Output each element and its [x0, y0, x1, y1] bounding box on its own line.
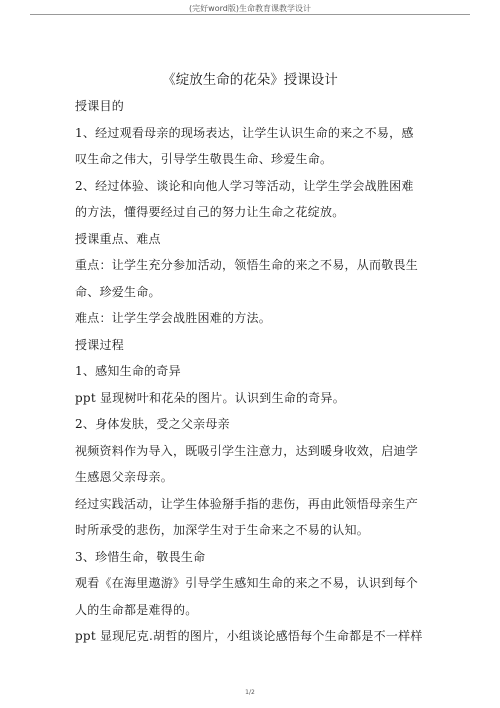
section-heading-objectives: 授课目的 — [75, 99, 125, 113]
document-title: 《绽放生命的花朵》授课设计 — [162, 72, 338, 88]
step-1-heading: 1、感知生命的奇异 — [75, 364, 181, 378]
header-divider — [30, 14, 470, 15]
objective-1-line-2: 叹生命之伟大，引导学生敬畏生命、珍爱生命。 — [75, 152, 333, 166]
section-heading-key-points: 授课重点、难点 — [75, 231, 161, 246]
objective-2-line-2: 的方法，懂得要经过自己的努力让生命之花绽放。 — [75, 205, 345, 219]
step-2-text-line-1: 视频资料作为导入，既吸引学生注意力，达到暖身收效，启迪学 — [75, 443, 419, 458]
step-2-text-line-2: 生感恩父亲母亲。 — [75, 470, 174, 484]
objective-2-line-1: 2、经过体验、谈论和向他人学习等活动，让学生学会战胜困难 — [75, 178, 414, 193]
step-3-text-line-1: 观看《在海里遨游》引导学生感知生命的来之不易，认识到每个 — [75, 576, 419, 590]
key-point-line-1: 重点：让学生充分参加活动，领悟生命的来之不易，从而敬畏生 — [75, 258, 419, 272]
step-2-text-line-4: 时所承受的悲伤，加深学生对于生命来之不易的认知。 — [75, 523, 370, 537]
key-point-line-2: 命、珍爱生命。 — [75, 284, 161, 299]
step-1-text: ppt 显现树叶和花朵的图片。认识到生命的奇异。 — [75, 390, 346, 405]
difficulty-line: 难点：让学生学会战胜困难的方法。 — [75, 311, 272, 325]
objective-1-line-1: 1、经过观看母亲的现场表达，让学生认识生命的来之不易，感 — [75, 125, 414, 140]
step-2-heading: 2、身体发肤，受之父亲母亲 — [75, 417, 230, 431]
step-3-text-line-2: 人的生命都是难得的。 — [75, 602, 198, 617]
page-number: 1/2 — [245, 689, 255, 696]
step-2-text-line-3: 经过实践活动，让学生体验掰手指的悲伤，再由此领悟母亲生产 — [75, 496, 419, 511]
step-3-text-line-3: ppt 显现尼克.胡哲的图片，小组谈论感悟每个生命都是不一样样 — [75, 629, 423, 643]
section-heading-process: 授课过程 — [75, 337, 125, 352]
step-3-heading: 3、珍惜生命，敬畏生命 — [75, 549, 206, 564]
document-body — [75, 93, 423, 650]
page-header: (完好word版)生命教育课教学设计 — [189, 4, 311, 13]
